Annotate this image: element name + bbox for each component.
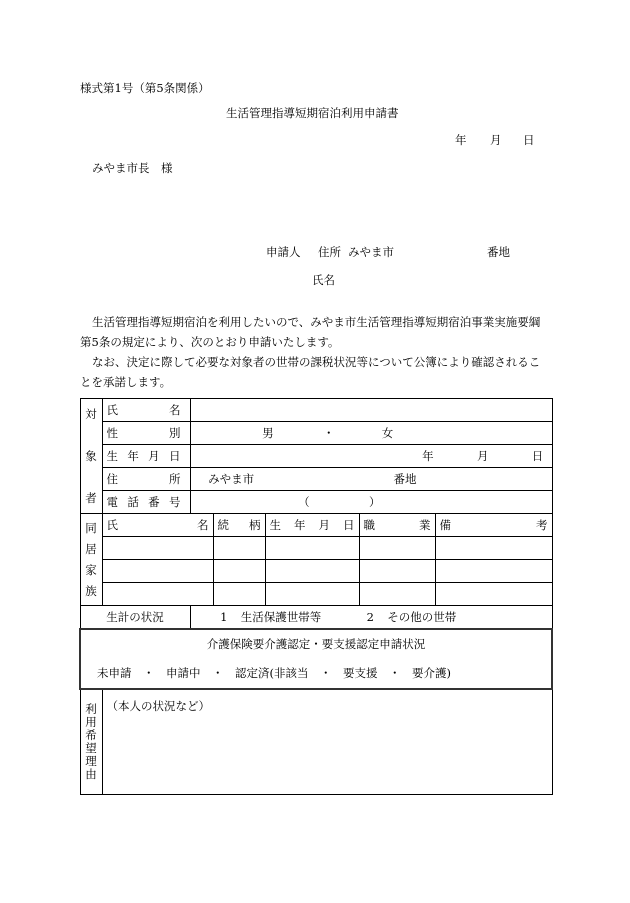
date-year-label: 年 [455,133,467,147]
family-job-cell[interactable] [359,537,435,560]
sex-option-separator: ・ [322,426,335,440]
subject-name-field[interactable] [190,399,552,422]
family-relation-cell[interactable] [213,583,265,606]
phone-paren-open: （ [298,495,310,509]
sex-option-female[interactable]: 女 [381,426,394,440]
subject-name-label: 氏 名 [102,399,190,422]
applicant-banchi: 番地 [487,245,510,259]
subject-address-label: 住 所 [102,468,190,491]
sex-option-male[interactable]: 男 [262,426,274,440]
household-option1-num: 1 [220,610,228,624]
family-name-cell[interactable] [102,537,213,560]
family-relation-cell[interactable] [213,537,265,560]
family-relation-cell[interactable] [213,560,265,583]
date-month-label: 月 [490,133,502,147]
care-status-title: 介護保険要介護認定・要支援認定申請状況 [206,637,426,651]
care-status-row [80,629,552,689]
household-option2[interactable]: その他の世帯 [387,610,457,624]
subject-phone-label: 電 話 番 号 [102,491,190,514]
reason-field[interactable] [102,689,552,795]
addressee: みやま市長 様 [92,161,173,175]
household-option2-num: 2 [366,610,374,624]
subject-phone-row [80,491,552,514]
household-field[interactable] [190,606,552,630]
body-paragraph [80,312,552,392]
paragraph-line: 第5条の規定により、次のとおり申請いたします。 [80,335,340,349]
care-status-box [80,629,552,689]
subject-birth-label: 生 年 月 日 [102,445,190,468]
family-job-cell[interactable] [359,583,435,606]
subject-name-row [80,399,552,422]
household-label: 生計の状況 [80,606,190,630]
form-number: 様式第1号（第5条関係） [80,81,210,95]
date-day-label: 日 [523,133,535,147]
family-job-cell[interactable] [359,560,435,583]
family-header-name: 氏 名 [102,514,213,537]
family-header-relation: 続 柄 [213,514,265,537]
paragraph-line: 生活管理指導短期宿泊を利用したいので、みやま市生活管理指導短期宿泊事業実施要綱 [92,315,541,329]
paragraph-line: なお、決定に際して必要な対象者の世帯の課税状況等について公簿により確認されるこ [92,355,541,369]
family-header-birth: 生 年 月 日 [265,514,359,537]
reason-label: 利 用 希 望 理 由 [80,689,102,795]
birth-day-unit: 日 [531,449,544,463]
subject-birth-row [80,445,552,468]
family-notes-cell[interactable] [435,537,552,560]
reason-hint: （本人の状況など） [106,699,210,713]
birth-month-unit: 月 [476,449,489,463]
paragraph-line: とを承諾します。 [80,375,172,389]
family-section-label: 同 居 家 族 [80,514,102,606]
family-birth-cell[interactable] [265,537,359,560]
family-name-cell[interactable] [102,560,213,583]
subject-birth-field[interactable] [190,445,552,468]
reason-row [80,689,552,795]
phone-paren-close: ） [368,495,381,509]
subject-address-row [80,468,552,491]
applicant-address-city: みやま市 [348,245,394,259]
subject-address-city: みやま市 [208,472,255,486]
document-title: 生活管理指導短期宿泊利用申請書 [226,106,399,120]
application-form-table [79,398,553,795]
family-birth-cell[interactable] [265,560,359,583]
family-header-job: 職 業 [359,514,435,537]
applicant-address-label: 住所 [318,245,341,259]
subject-address-banchi: 番地 [393,472,417,486]
family-notes-cell[interactable] [435,583,552,606]
applicant-label: 申請人 [266,245,301,259]
birth-year-unit: 年 [422,449,434,463]
family-notes-cell[interactable] [435,560,552,583]
subject-sex-row [80,422,552,445]
family-header-notes: 備 考 [435,514,552,537]
family-name-cell[interactable] [102,583,213,606]
subject-sex-field[interactable] [190,422,552,445]
family-row [80,560,552,583]
household-row [80,606,552,630]
household-option1[interactable]: 生活保護世帯等 [240,610,322,624]
subject-section-label: 対 象 者 [80,399,102,514]
family-row [80,537,552,560]
subject-address-field[interactable] [190,468,552,491]
family-birth-cell[interactable] [265,583,359,606]
subject-phone-field[interactable] [190,491,552,514]
family-row [80,583,552,606]
care-status-options[interactable]: 未申請 ・ 申請中 ・ 認定済(非該当 ・ 要支援 ・ 要介護) [97,666,451,680]
applicant-name-label: 氏名 [312,273,335,287]
subject-sex-label: 性 別 [102,422,190,445]
family-header-row [80,514,552,537]
